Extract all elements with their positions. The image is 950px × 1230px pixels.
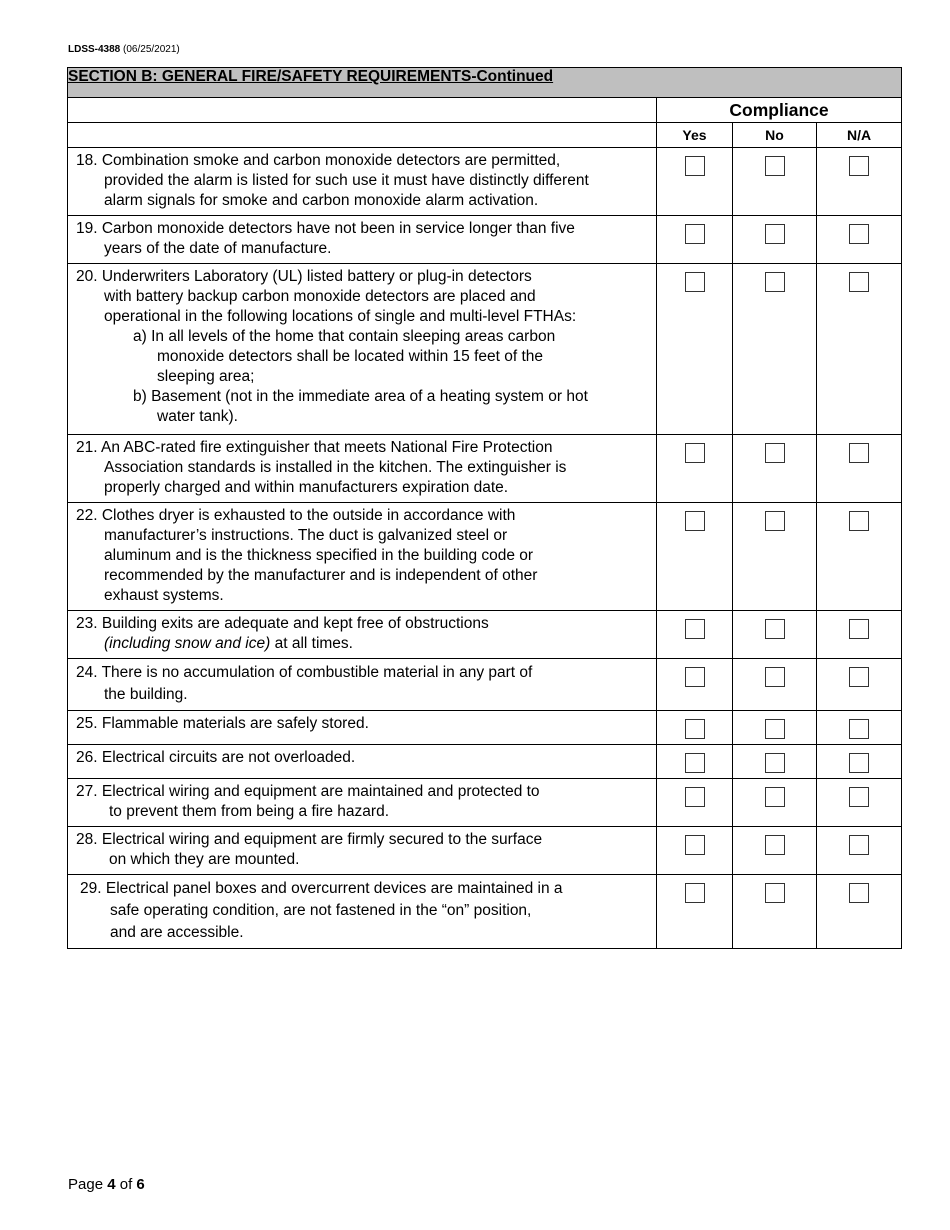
item-line: manufacturer’s instructions. The duct is galvanized steel or [104, 527, 508, 544]
page-of: of [119, 1176, 133, 1193]
column-no: No [733, 123, 817, 148]
compliance-header-row [68, 98, 902, 123]
item-19-no-checkbox[interactable] [765, 224, 785, 244]
item-line: water tank). [157, 408, 238, 425]
item-25-text [68, 711, 657, 745]
item-26-text [68, 745, 657, 779]
item-line: 24. There is no accumulation of combustible material in any part of [76, 664, 533, 681]
blank-header-cell [68, 123, 657, 148]
item-22-no-checkbox[interactable] [765, 511, 785, 531]
item-20-na-checkbox[interactable] [849, 272, 869, 292]
item-line: 18. Combination smoke and carbon monoxide detectors are permitted, [76, 152, 561, 169]
section-title: SECTION B: GENERAL FIRE/SAFETY REQUIREMENTS-Continued [68, 68, 902, 98]
item-23-yes-checkbox[interactable] [685, 619, 705, 639]
item-20-yes-checkbox[interactable] [685, 272, 705, 292]
item-20-no-checkbox[interactable] [765, 272, 785, 292]
section-header-row [68, 68, 902, 98]
fire-safety-table [67, 67, 902, 949]
item-22-text [68, 503, 657, 611]
item-24-text [68, 659, 657, 711]
form-code-id: LDSS-4388 [68, 44, 121, 55]
item-line: 25. Flammable materials are safely stored. [76, 715, 369, 732]
item-line: a) In all levels of the home that contain sleeping areas carbon [133, 328, 556, 345]
item-line: years of the date of manufacture. [104, 240, 332, 257]
item-line: 26. Electrical circuits are not overloaded. [76, 749, 356, 766]
item-line: operational in the following locations of single and multi-level FTHAs: [104, 308, 577, 325]
item-line: safe operating condition, are not fastened in the “on” position, [110, 902, 532, 919]
column-na: N/A [817, 123, 902, 148]
item-line-italic: (including snow and ice) [104, 635, 271, 652]
blank-header-cell [68, 98, 657, 123]
column-yes: Yes [657, 123, 733, 148]
item-25-no-checkbox[interactable] [765, 719, 785, 739]
table-row [68, 264, 902, 435]
item-28-yes-checkbox[interactable] [685, 835, 705, 855]
table-row [68, 745, 902, 779]
item-21-na-checkbox[interactable] [849, 443, 869, 463]
item-line: Association standards is installed in the kitchen. The extinguisher is [104, 459, 567, 476]
item-line: 20. Underwriters Laboratory (UL) listed battery or plug-in detectors [76, 268, 532, 285]
item-28-text [68, 827, 657, 875]
item-line: 28. Electrical wiring and equipment are firmly secured to the surface [76, 831, 543, 848]
table-row [68, 435, 902, 503]
item-22-na-checkbox[interactable] [849, 511, 869, 531]
item-line: at all times. [270, 635, 353, 652]
item-26-no-checkbox[interactable] [765, 753, 785, 773]
item-27-na-checkbox[interactable] [849, 787, 869, 807]
item-21-no-checkbox[interactable] [765, 443, 785, 463]
item-27-yes-checkbox[interactable] [685, 787, 705, 807]
table-row [68, 875, 902, 949]
page-total: 6 [136, 1176, 145, 1193]
table-row [68, 827, 902, 875]
item-line: properly charged and within manufacturers expiration date. [104, 479, 509, 496]
item-29-no-checkbox[interactable] [765, 883, 785, 903]
table-row [68, 711, 902, 745]
table-row [68, 659, 902, 711]
item-line: 27. Electrical wiring and equipment are maintained and protected to [76, 783, 540, 800]
item-28-no-checkbox[interactable] [765, 835, 785, 855]
item-18-no-checkbox[interactable] [765, 156, 785, 176]
item-line: sleeping area; [157, 368, 255, 385]
item-line: provided the alarm is listed for such use it must have distinctly different [104, 172, 589, 189]
item-line: b) Basement (not in the immediate area of a heating system or hot [133, 388, 588, 405]
item-27-no-checkbox[interactable] [765, 787, 785, 807]
item-19-na-checkbox[interactable] [849, 224, 869, 244]
item-18-text [68, 148, 657, 216]
page-word: Page [68, 1176, 104, 1193]
item-line: with battery backup carbon monoxide detectors are placed and [104, 288, 536, 305]
item-line: 19. Carbon monoxide detectors have not been in service longer than five [76, 220, 575, 237]
item-line: monoxide detectors shall be located within 15 feet of the [157, 348, 544, 365]
item-27-text [68, 779, 657, 827]
item-18-na-checkbox[interactable] [849, 156, 869, 176]
item-26-na-checkbox[interactable] [849, 753, 869, 773]
item-29-yes-checkbox[interactable] [685, 883, 705, 903]
item-line: 29. Electrical panel boxes and overcurrent devices are maintained in a [80, 880, 563, 897]
item-19-text [68, 216, 657, 264]
item-line: recommended by the manufacturer and is independent of other [104, 567, 538, 584]
table-row [68, 148, 902, 216]
table-row [68, 216, 902, 264]
item-24-yes-checkbox[interactable] [685, 667, 705, 687]
item-25-yes-checkbox[interactable] [685, 719, 705, 739]
item-line: aluminum and is the thickness specified in the building code or [104, 547, 534, 564]
item-line: 22. Clothes dryer is exhausted to the outside in accordance with [76, 507, 516, 524]
item-23-text [68, 611, 657, 659]
column-header-row [68, 123, 902, 148]
item-line: the building. [104, 686, 188, 703]
item-21-text [68, 435, 657, 503]
page-current: 4 [107, 1176, 116, 1193]
item-21-yes-checkbox[interactable] [685, 443, 705, 463]
item-24-no-checkbox[interactable] [765, 667, 785, 687]
compliance-title: Compliance [657, 98, 902, 123]
item-line: and are accessible. [110, 924, 244, 941]
item-line: 21. An ABC-rated fire extinguisher that meets National Fire Protection [76, 439, 553, 456]
item-26-yes-checkbox[interactable] [685, 753, 705, 773]
form-code-date: (06/25/2021) [123, 44, 180, 55]
item-20-text [68, 264, 657, 435]
item-23-na-checkbox[interactable] [849, 619, 869, 639]
page-number [68, 1176, 145, 1193]
item-19-yes-checkbox[interactable] [685, 224, 705, 244]
item-18-yes-checkbox[interactable] [685, 156, 705, 176]
item-line: to prevent them from being a fire hazard. [109, 803, 390, 820]
table-row [68, 779, 902, 827]
item-29-na-checkbox[interactable] [849, 883, 869, 903]
item-line: 23. Building exits are adequate and kept free of obstructions [76, 615, 489, 632]
item-23-no-checkbox[interactable] [765, 619, 785, 639]
item-line: alarm signals for smoke and carbon monoxide alarm activation. [104, 192, 539, 209]
item-line: on which they are mounted. [109, 851, 300, 868]
item-22-yes-checkbox[interactable] [685, 511, 705, 531]
form-code [68, 44, 180, 55]
table-row [68, 611, 902, 659]
item-line: exhaust systems. [104, 587, 224, 604]
item-29-text [68, 875, 657, 949]
item-24-na-checkbox[interactable] [849, 667, 869, 687]
table-row [68, 503, 902, 611]
item-25-na-checkbox[interactable] [849, 719, 869, 739]
item-28-na-checkbox[interactable] [849, 835, 869, 855]
